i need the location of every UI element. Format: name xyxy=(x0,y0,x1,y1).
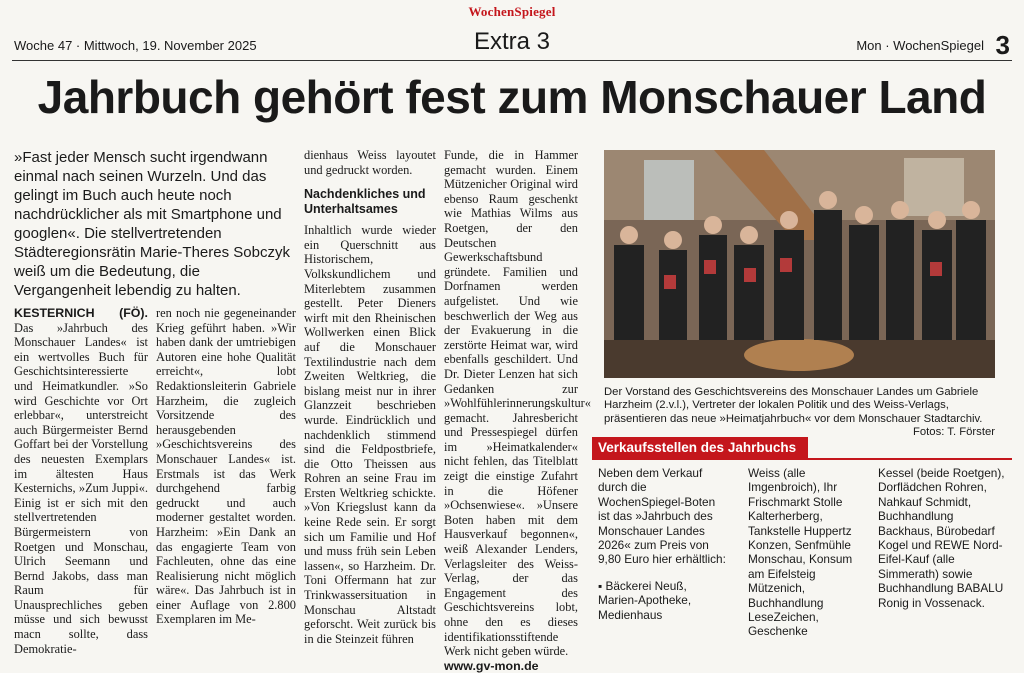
column-3-top-text: dienhaus Weiss layoutet und gedruckt worden. xyxy=(304,148,436,177)
page-number: 3 xyxy=(995,30,1010,60)
sales-list-start: ▪ Bäckerei Neuß, Marien-Apotheke, Medienhaus xyxy=(598,578,692,622)
photo-caption xyxy=(604,386,995,440)
article-column-4 xyxy=(444,148,591,673)
subheading: Nachdenkliches und Unterhaltsames xyxy=(304,187,426,217)
sales-column-2: Weiss (alle Imgenbroich), Ihr Frischmarkt Stolle Kalterherberg, Tankstelle Huppertz Konzen, Senfmühle Monschau, Konsum am Eifelsteig Mützenich, Buchhandlung LeseZeichen, Geschenke xyxy=(748,466,853,639)
article-column-1 xyxy=(14,306,148,656)
section-title: Extra 3 xyxy=(473,28,551,55)
article-column-2: ren noch nie gegeneinander Krieg geführt haben. »Wir haben dank der umtriebigen Autoren eine hohe Qualität erreicht«, lobt Redaktionsleiterin Gabriele Harzheim, die zugleich Vorsitzende des herausgebenden »Geschichtsvereins des Monschauer Landes« ist. Erstmals ist das Werk durchgehend farbig gedruckt und auch moderner gestaltet worden. Harzheim: »Ein Dank an das engagierte Team von Fachleuten, ohne das eine Realisierung nicht möglich wäre«. Das Jahrbuch ist in einer Auflage von 2.800 Exemplaren im Me- xyxy=(156,306,296,627)
column-1-text: Das »Jahrbuch des Monschauer Landes« ist ein wertvolles Buch für Geschichtsinteressierte und Heimatkundler. »So wird Geschichte vor Ort erlebbar«, unterstreicht auch Bürgermeister Bernd Goffart bei der Vorstellung des neuesten Exemplars im ältesten Haus Kesternichs, »Zum Juppi«. Einig ist er sich mit den stellvertretenden Bürgermeistern von Roetgen und Monschau, Ulrich Seemann und Bernd Jakobs, dass man Raum für Unausprechliches geben müsse und sich bewusst macn sollte, dass Demokratie- xyxy=(14,320,148,656)
issue-date: Woche 47 · Mittwoch, 19. November 2025 xyxy=(14,38,257,53)
article-lead: »Fast jeder Mensch sucht irgendwann einmal nach seinen Wurzeln. Und das gelingt im Buch auch heute noch nachdrücklicher als mit Smartphone und googlen«. Die stellvertretenden Städteregionsrätin Marie-Theres Sobczyk weiß um die Bedeutung, die Vergangenheit lebendig zu halten. xyxy=(14,149,290,299)
sales-column-3: Kessel (beide Roetgen), Dorflädchen Rohren, Nahkauf Schmidt, Buchhandlung Backhaus, Bürobedarf Kogel und REWE Nord-Eifel-Kauf (alle Simmerath) sowie Buchhandlung BABALU Ronig in Vossenack. xyxy=(878,466,1005,610)
dateline: KESTERNICH (FÖ). xyxy=(14,306,148,320)
article-column-3 xyxy=(304,148,436,646)
website-link[interactable]: www.gv-mon.de xyxy=(444,658,539,673)
sales-box-title: Verkaufsstellen des Jahrbuchs xyxy=(592,437,808,459)
sales-box-divider xyxy=(592,458,1012,460)
brand-logo: WochenSpiegel xyxy=(468,4,556,19)
column-3-text: Inhaltlich wurde wieder ein Querschnitt aus Historischem, Volkskundlichem und Miterlebtem zusammen gestellt. Peter Dieners wirft mit den Rheinischen Wollwerken einen Blick auf die Monschauer Textilindustrie nach dem Zweiten Weltkrieg, die bislang meist nur in ihrer Glanzzeit beschrieben wurde. Eindrücklich und nachdenklich stimmend sind die Feldpostbriefe, die Otto Theissen aus Rohren an seine Frau im Ersten Weltkrieg schickte. »Von Kriegslust kann da keine Rede sein. Er sorgt sich um Familie und Hof und muss früh sein Leben lassen«, so Harzheim. Dr. Toni Offermann hat zur Trinkwassersituation in Monschau Altstadt geforscht. Weit zurück bis in die Steinzeit führen xyxy=(304,223,436,646)
article-headline: Jahrbuch gehört fest zum Monschauer Land xyxy=(37,71,987,123)
sales-column-1 xyxy=(598,466,730,622)
group-photo-illustration xyxy=(604,150,995,378)
column-4-text: Funde, die in Hammer gemacht wurden. Einem Mützenicher Original wird ebenso Raum geschenkt wie Mathias Wilms aus Roetgen, der den Deutschen Gewerkschaftsbund gründete. Familien und Dorfnamen werden aufgelistet. Und wie beschwerlich der Weg aus der Evakuerung in die zerstörte Heimat war, wird ebenfalls geschildert. Und Dr. Dieter Lenzen hat sich Gedanken zur »Wohlfühlerinnerungskultur« gemacht. Jahresbericht und Pressespiegel dürfen im »Heimatkalender« nicht fehlen, das Titelblatt zeigt die einstige Zufahrt in die Höfener »Ochsenwiese«. »Unsere Boten haben mit dem Hausverkauf begonnen«, weiß Alexander Lenders, Verlagsleiter des Weiss-Verlag, der das Engagement des Geschichtsvereins lobt, ohne den es dieses identifikationsstiftende Werk nicht geben würde. xyxy=(444,148,591,659)
caption-text: Der Vorstand des Geschichtsvereins des Monschauer Landes um Gabriele Harzheim (2.v.l.), Vertreter der lokalen Politik und des Weiss-Verlags, präsentieren das neue »Heimatjahrbuch« vor dem Monschauer Stadtarchiv. xyxy=(604,386,983,425)
sales-intro: Neben dem Verkauf durch die WochenSpiegel-Boten ist das »Jahrbuch des Monschauer Landes 2026« zum Preis von 9,80 Euro hier erhältlich: xyxy=(598,466,726,567)
page-header xyxy=(0,0,1024,60)
header-right-label: Mon · WochenSpiegel xyxy=(856,38,984,53)
photo-credit: Fotos: T. Förster xyxy=(912,426,995,439)
group-photo xyxy=(604,150,995,378)
header-divider xyxy=(12,60,1012,61)
